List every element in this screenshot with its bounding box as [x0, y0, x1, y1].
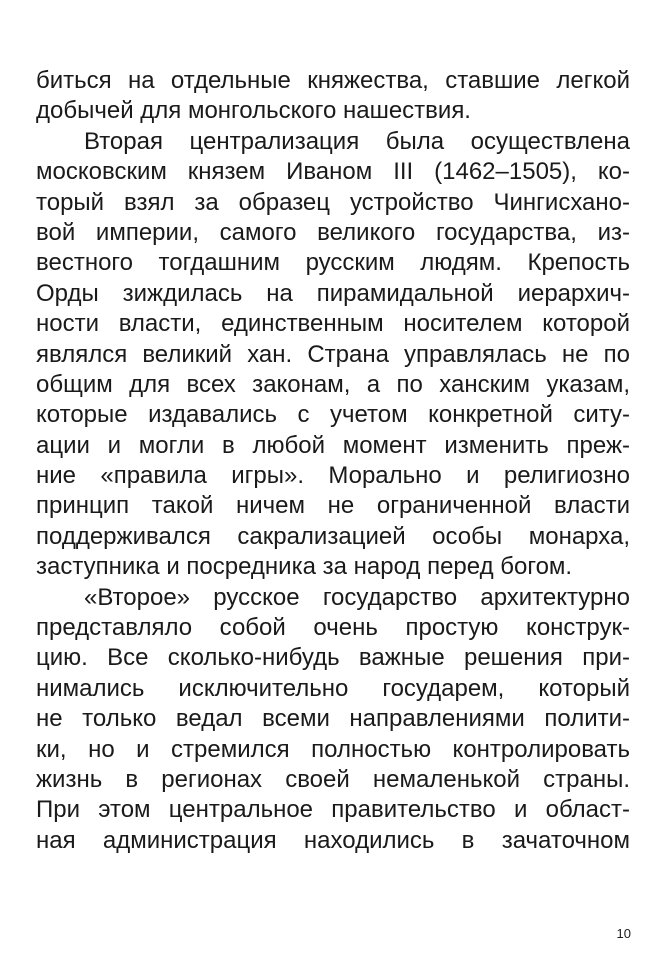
text-line: не только ведал всеми направлениями полити-	[36, 705, 630, 733]
paragraph	[36, 127, 630, 583]
text-line: ная администрация находились в зачаточном	[36, 826, 630, 854]
text-line: Вторая централизация была осуществлена	[84, 127, 630, 155]
text-line: биться на отдельные княжества, ставшие легкой	[36, 67, 630, 94]
body-text	[36, 66, 630, 856]
text-line: Орды зиждилась на пирамидальной иерархич-	[36, 279, 630, 307]
text-line: представляло собой очень простую конструк-	[36, 614, 630, 642]
text-line: общим для всех законам, а по ханским указам,	[36, 370, 630, 398]
text-line: вестного тогдашним русским людям. Крепость	[36, 249, 630, 277]
text-line: добычей для монгольского нашествия.	[36, 97, 471, 125]
text-line: торый взял за образец устройство Чингисхано-	[36, 188, 630, 216]
text-line: цию. Все сколько-нибудь важные решения при-	[36, 644, 630, 672]
text-line: являлся великий хан. Страна управлялась не по	[36, 340, 630, 368]
text-line: принцип такой ничем не ограниченной власти	[36, 492, 630, 520]
text-line: При этом центральное правительство и област-	[36, 796, 630, 824]
text-line: которые издавались с учетом конкретной ситу-	[36, 401, 630, 429]
paragraph	[36, 66, 630, 127]
text-line: ние «правила игры». Морально и религиозно	[36, 462, 630, 490]
text-line: «Второе» русское государство архитектурно	[84, 583, 630, 611]
text-line: вой империи, самого великого государства, из-	[36, 218, 630, 246]
text-line: ки, но и стремился полностью контролировать	[36, 735, 630, 763]
text-line: московским князем Иваном III (1462–1505), ко-	[36, 158, 630, 186]
text-line: поддерживался сакрализацией особы монарха,	[36, 522, 630, 550]
paragraph	[36, 583, 630, 857]
text-line: нимались исключительно государем, который	[36, 674, 630, 702]
text-line: ности власти, единственным носителем которой	[36, 310, 630, 338]
page-number: 10	[616, 926, 631, 941]
text-line: заступника и посредника за народ перед богом.	[36, 553, 573, 581]
text-line: жизнь в регионах своей немаленькой страны.	[36, 765, 630, 793]
text-line: ации и могли в любой момент изменить преж-	[36, 431, 630, 459]
